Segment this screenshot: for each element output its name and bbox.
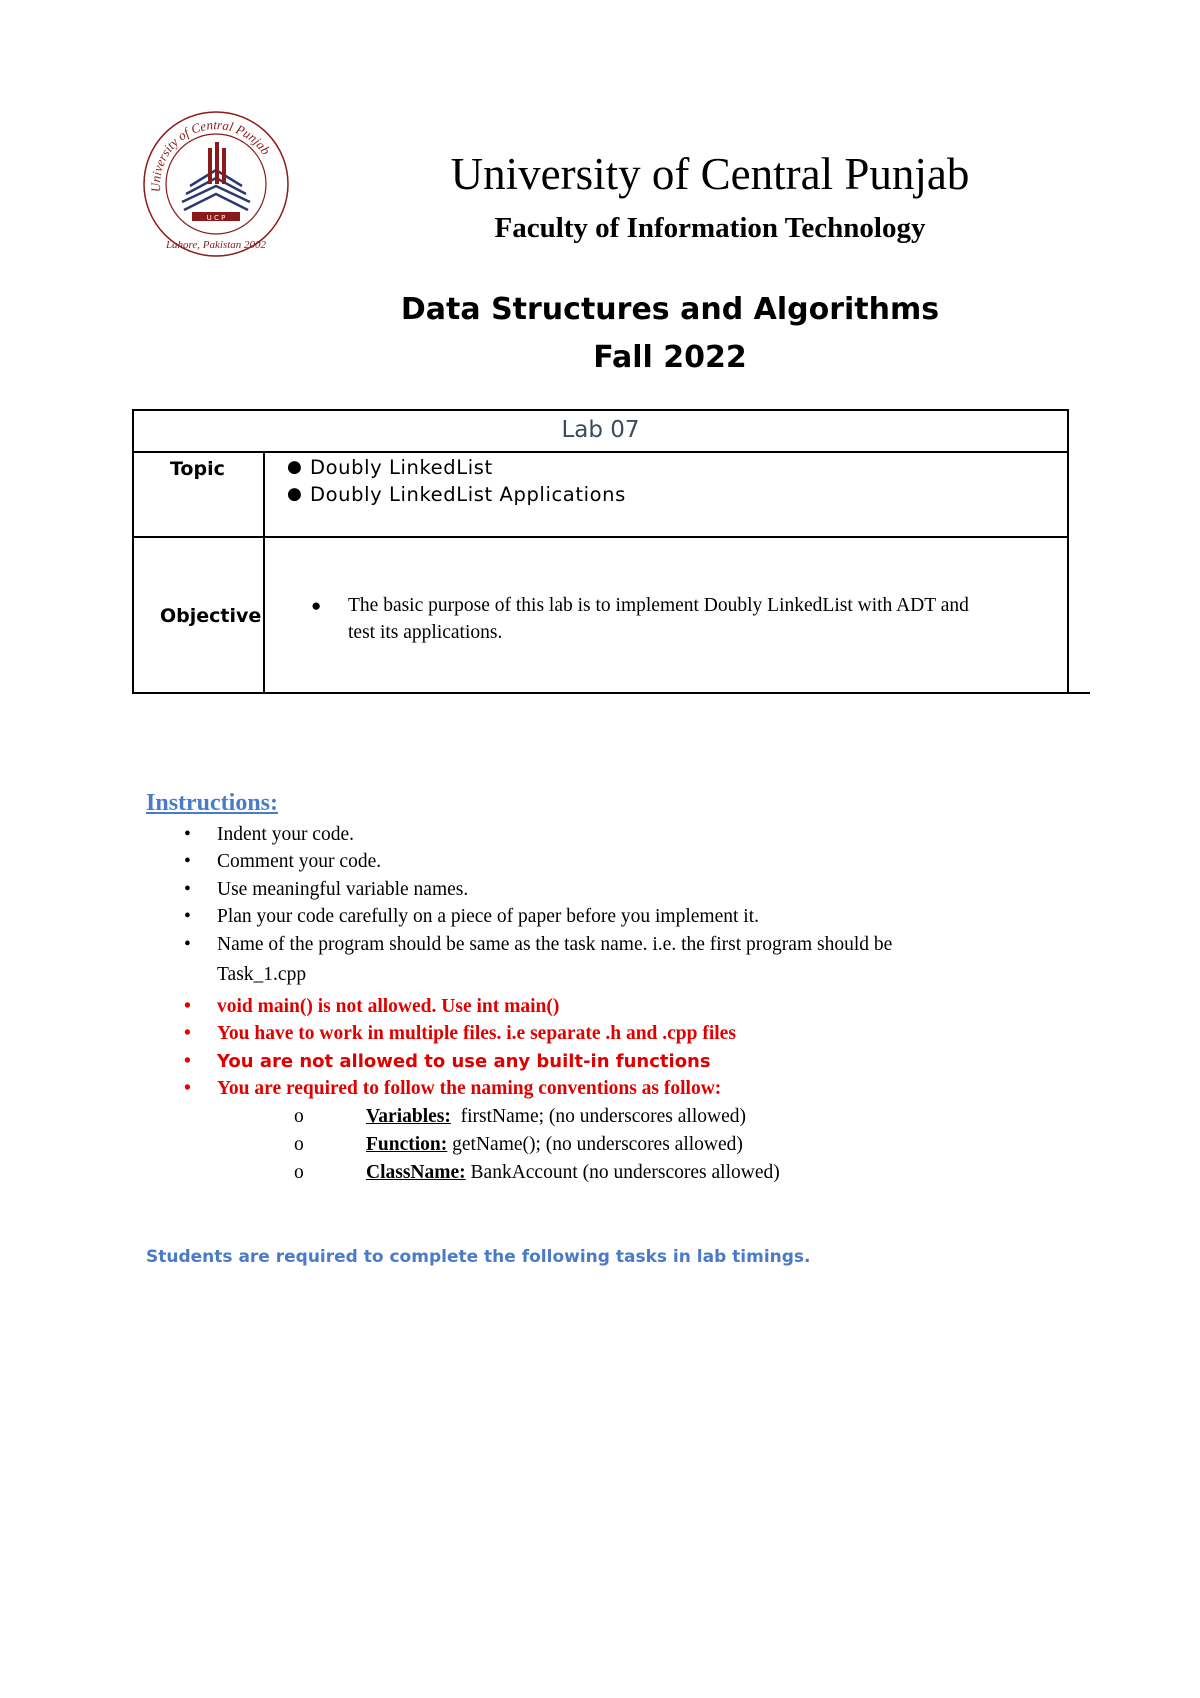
bullet: ● bbox=[311, 596, 322, 615]
instruction-item-continued: Task_1.cpp bbox=[217, 964, 307, 985]
university-title: University of Central Punjab bbox=[450, 149, 970, 199]
svg-text:Lahore, Pakistan 2002: Lahore, Pakistan 2002 bbox=[165, 239, 267, 251]
instruction-item: • Use meaningful variable names. bbox=[184, 879, 469, 900]
naming-convention-item: o ClassName: BankAccount (no underscores allowed) bbox=[294, 1162, 780, 1183]
svg-text:University of Central Punjab: University of Central Punjab bbox=[147, 117, 274, 193]
instruction-item-warning: • You are not allowed to use any built-in functions bbox=[184, 1051, 711, 1072]
topic-item: ● Doubly LinkedList Applications bbox=[287, 483, 626, 506]
seal-letters: U C P bbox=[206, 214, 226, 222]
instruction-item: • Indent your code. bbox=[184, 824, 354, 845]
lab-number-title: Lab 07 bbox=[561, 417, 640, 443]
naming-convention-item: o Variables: firstName; (no underscores allowed) bbox=[294, 1106, 746, 1127]
topic-item: ● Doubly LinkedList bbox=[287, 456, 493, 479]
topic-label: Topic bbox=[170, 458, 225, 480]
instruction-item-warning: • void main() is not allowed. Use int main() bbox=[184, 996, 560, 1017]
university-seal-logo bbox=[140, 108, 292, 258]
course-title: Data Structures and Algorithms bbox=[400, 292, 940, 327]
instruction-item: • Plan your code carefully on a piece of paper before you implement it. bbox=[184, 906, 760, 927]
instruction-item: • Name of the program should be same as the task name. i.e. the first program should be bbox=[184, 934, 893, 955]
instruction-item-warning: • You are required to follow the naming conventions as follow: bbox=[184, 1078, 722, 1099]
bullet: ● bbox=[287, 484, 303, 504]
instruction-item: • Comment your code. bbox=[184, 851, 382, 872]
objective-label: Objective bbox=[160, 605, 262, 627]
closing-note: Students are required to complete the following tasks in lab timings. bbox=[146, 1247, 811, 1267]
instruction-item-warning: • You have to work in multiple files. i.e separate .h and .cpp files bbox=[184, 1023, 736, 1044]
bullet: ● bbox=[287, 457, 303, 477]
instructions-heading: Instructions: bbox=[146, 790, 279, 816]
naming-convention-item: o Function: getName(); (no underscores allowed) bbox=[294, 1134, 743, 1155]
term-label: Fall 2022 bbox=[593, 340, 747, 375]
objective-text: ● The basic purpose of this lab is to implement Doubly LinkedList with ADT and test its applications. bbox=[348, 592, 1068, 646]
faculty-name: Faculty of Information Technology bbox=[494, 212, 926, 244]
